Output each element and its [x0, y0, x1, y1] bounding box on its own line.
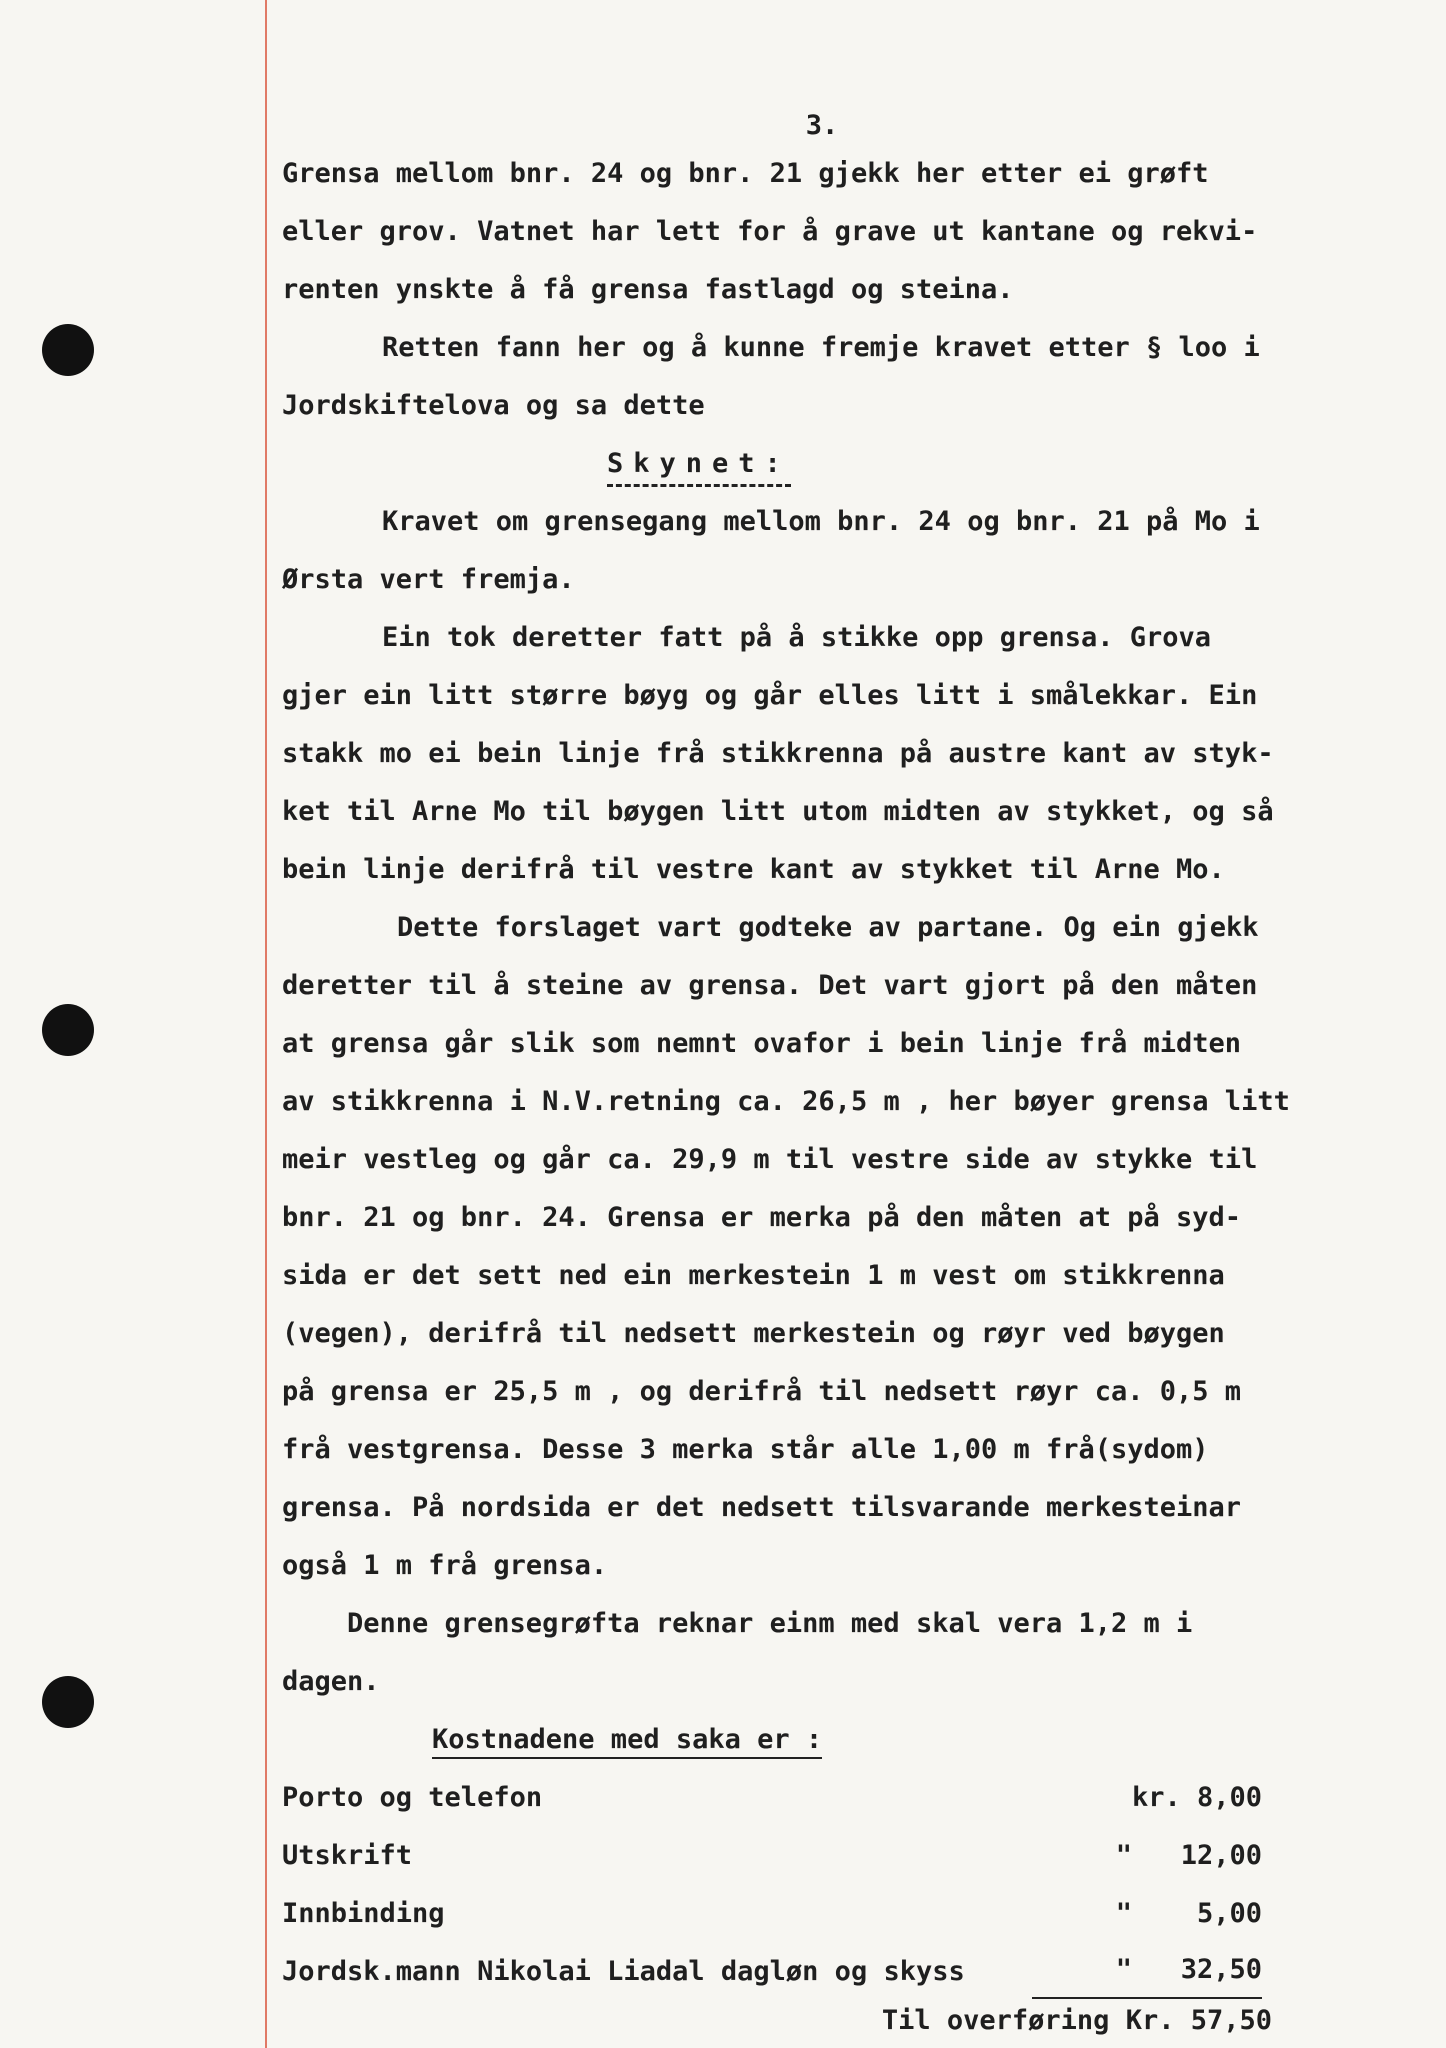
- text-line: også 1 m frå grensa.: [282, 1550, 608, 1581]
- text-line: (vegen), derifrå til nedsett merkestein og røyr ved bøygen: [282, 1318, 1225, 1349]
- text-line: sida er det sett ned ein merkestein 1 m vest om stikkrenna: [282, 1260, 1225, 1291]
- text-line: av stikkrenna i N.V.retning ca. 26,5 m , her bøyer grensa litt: [282, 1086, 1290, 1117]
- text-line: Jordskiftelova og sa dette: [282, 390, 705, 421]
- text-line: Dette forslaget vart godteke av partane. Og ein gjekk: [397, 912, 1259, 943]
- costs-title: [282, 1711, 1362, 1769]
- text-line: på grensa er 25,5 m , og derifrå til nedsett røyr ca. 0,5 m: [282, 1376, 1242, 1407]
- text-line: bein linje derifrå til vestre kant av stykket til Arne Mo.: [282, 854, 1225, 885]
- cost-label: Utskrift: [282, 1840, 413, 1871]
- text-line: meir vestleg og går ca. 29,9 m til vestre side av stykke til: [282, 1144, 1258, 1175]
- text-line: deretter til å steine av grensa. Det vart gjort på den måten: [282, 970, 1258, 1001]
- cost-label: Innbinding: [282, 1898, 445, 1929]
- text-line: Ein tok deretter fatt på å stikke opp grensa. Grova: [382, 622, 1212, 653]
- cost-amount: kr. 8,00: [1131, 1782, 1262, 1813]
- text-line: renten ynskte å få grensa fastlagd og steina.: [282, 274, 1014, 305]
- document-text: [282, 110, 1362, 2041]
- text-line: bnr. 21 og bnr. 24. Grensa er merka på den måten at på syd-: [282, 1202, 1242, 1233]
- text-line: ket til Arne Mo til bøygen litt utom midten av stykket, og så: [282, 796, 1274, 827]
- punch-hole: [42, 324, 94, 376]
- cost-row: [282, 1827, 1362, 1885]
- cost-amount: " 12,00: [1115, 1840, 1262, 1871]
- text-line: at grensa går slik som nemnt ovafor i bein linje frå midten: [282, 1028, 1242, 1059]
- cost-row: [282, 1943, 1362, 2001]
- cost-amount: " 5,00: [1115, 1898, 1262, 1929]
- text-line: Retten fann her og å kunne fremje kravet etter § loo i: [382, 332, 1260, 363]
- text-line: Denne grensegrøfta reknar einm med skal vera 1,2 m i: [347, 1608, 1193, 1639]
- text-line: stakk mo ei bein linje frå stikkrenna på austre kant av styk-: [282, 738, 1274, 769]
- costs-title-text: Kostnadene med saka er :: [432, 1724, 822, 1759]
- text-line: gjer ein litt større bøyg og går elles litt i smålekkar. Ein: [282, 680, 1258, 711]
- punch-hole: [42, 1676, 94, 1728]
- cost-total: Til overføring Kr. 57,50: [881, 2005, 1272, 2036]
- text-line: Grensa mellom bnr. 24 og bnr. 21 gjekk her etter ei grøft: [282, 158, 1209, 189]
- margin-line: [265, 0, 267, 2048]
- text-line: Ørsta vert fremja.: [282, 564, 575, 595]
- page-number: 3.: [805, 110, 839, 141]
- text-line: dagen.: [282, 1666, 380, 1697]
- cost-label: Jordsk.mann Nikolai Liadal dagløn og skyss: [282, 1956, 965, 1987]
- cost-total-row: [282, 2001, 1362, 2041]
- punch-hole: [42, 1004, 94, 1056]
- cost-row: [282, 1769, 1362, 1827]
- cost-amount: " 32,50: [1032, 1943, 1262, 1999]
- text-line: eller grov. Vatnet har lett for å grave ut kantane og rekvi-: [282, 216, 1258, 247]
- cost-row: [282, 1885, 1362, 1943]
- text-line: Kravet om grensegang mellom bnr. 24 og bnr. 21 på Mo i: [382, 506, 1260, 537]
- text-line: frå vestgrensa. Desse 3 merka står alle 1,00 m frå(sydom): [282, 1434, 1209, 1465]
- section-heading: [282, 435, 1362, 493]
- text-line: grensa. På nordsida er det nedsett tilsvarande merkesteinar: [282, 1492, 1242, 1523]
- cost-label: Porto og telefon: [282, 1782, 543, 1813]
- heading-text: Skynet:: [607, 444, 791, 487]
